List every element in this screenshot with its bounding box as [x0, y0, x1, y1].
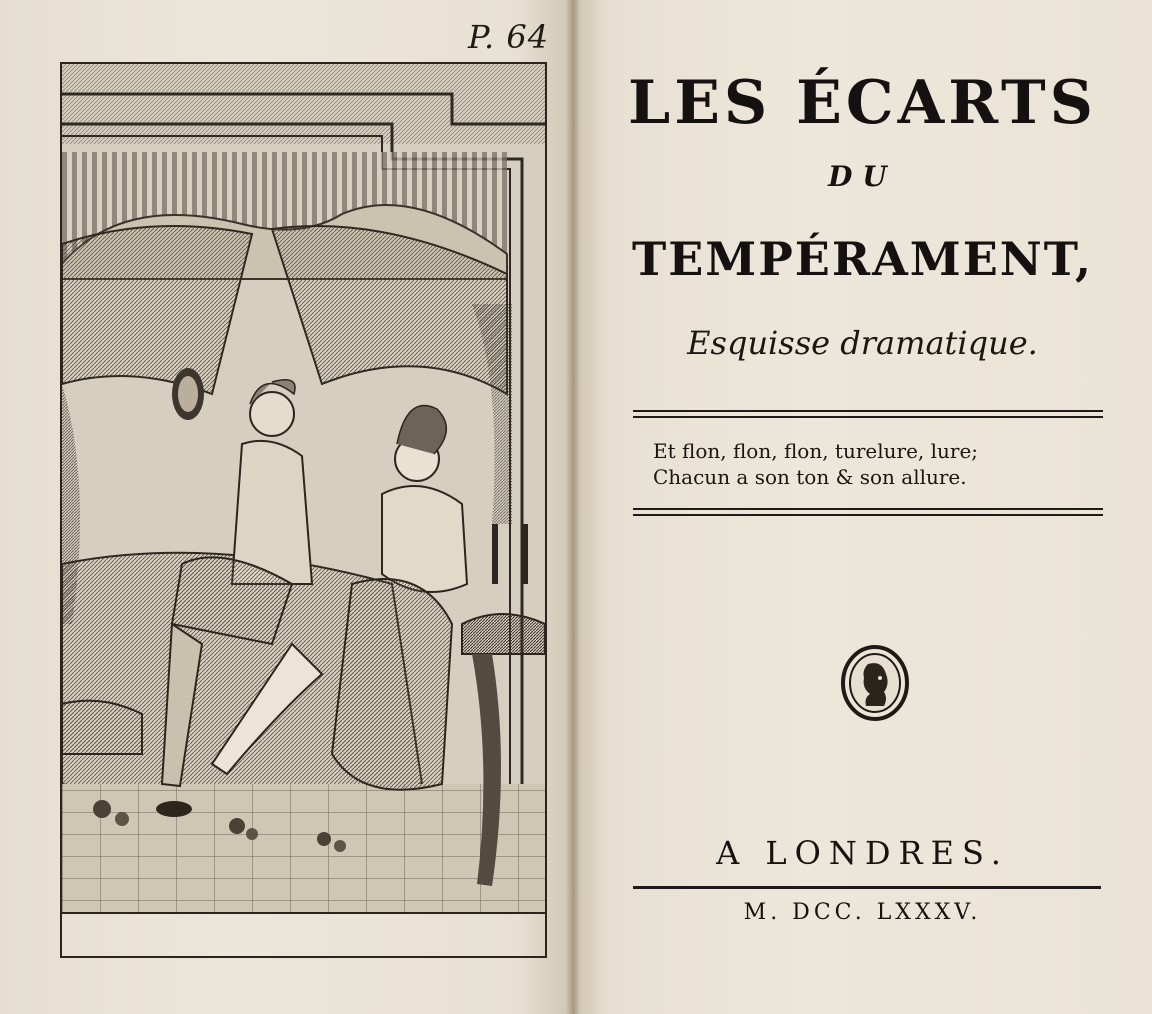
engraving-illustration [62, 64, 545, 912]
epigraph [653, 438, 1093, 490]
imprint-date: M. DCC. LXXXV. [743, 900, 982, 925]
double-rule-bottom [633, 508, 1103, 516]
double-rule-top [633, 410, 1103, 418]
subtitle: Esquisse dramatique. [687, 324, 1038, 362]
title-connector: DU [828, 160, 897, 193]
title-main: LES ÉCARTS [628, 68, 1097, 138]
epigraph-line: Et flon, flon, flon, turelure, lure; [653, 439, 979, 463]
medallion-ornament-icon [840, 644, 910, 726]
shelfmark: P. 64 [468, 18, 550, 56]
imprint-place: A LONDRES. [716, 834, 1009, 872]
frontispiece-plate [60, 62, 547, 958]
title-page [573, 0, 1152, 1014]
left-page [0, 0, 573, 1014]
imprint-rule [633, 886, 1101, 889]
title-second-line: TEMPÉRAMENT, [632, 232, 1093, 286]
frontispiece-engraving [62, 64, 545, 914]
epigraph-line: Chacun a son ton & son allure. [653, 465, 967, 489]
